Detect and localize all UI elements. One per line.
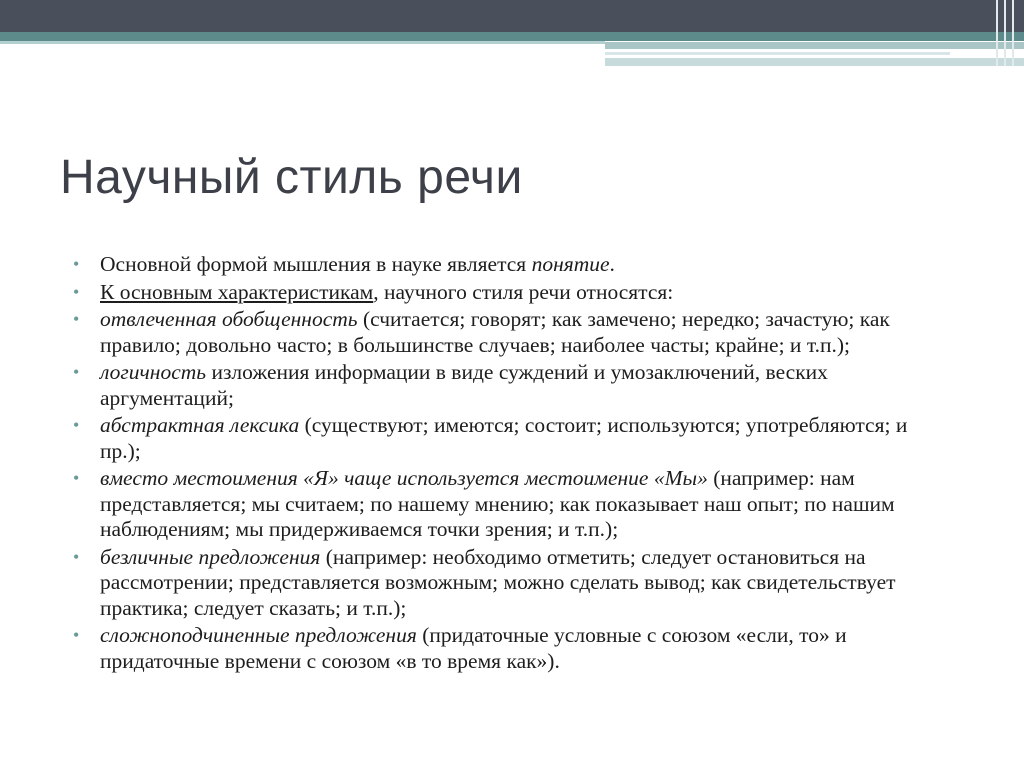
bullet-text: Основной формой мышления в науке является [100,252,532,276]
bullet-term: сложноподчиненные предложения [100,623,417,647]
header-vertical-line [1004,0,1006,66]
slide-title: Научный стиль речи [60,151,523,204]
header-stripe [605,52,950,55]
bullet-text: (существуют; имеются; состоит; используются; употребляются; и пр.); [100,413,908,463]
bullet-item [73,623,953,674]
bullet-text: . [609,252,615,276]
bullet-term: понятие [531,252,610,276]
bullet-item [73,413,953,464]
bullet-text: (например: нам представляется; мы считаем; по нашему мнению; как показывает наш опыт; по нашим наблюдениям; мы придерживаемся точки зрения; и т.п.); [100,466,895,541]
bullet-item [73,280,953,306]
bullet-term: безличные предложения [100,544,321,569]
header-stripe-light [0,41,605,44]
header-band-teal [0,32,1024,41]
bullet-item [73,466,953,543]
header-stripe [605,58,1024,66]
header-stripe [605,42,1024,49]
bullet-term: вместо местоимения «Я» чаще используется местоимение «Мы» [100,466,708,490]
header-vertical-line [996,0,998,66]
bullet-text: , научного стиля речи относятся: [373,279,674,304]
header-band-dark [0,0,1024,32]
header-vertical-line [1012,0,1014,66]
bullet-underlined-text: К основным характеристикам [100,279,374,304]
bullet-term: отвлеченная обобщенность [100,307,358,331]
bullet-item [73,545,953,622]
bullet-list [73,252,953,676]
bullet-item [73,252,953,278]
bullet-term: логичность [100,360,207,384]
bullet-text: (считается; говорят; как замечено; нередко; зачастую; как правило; довольно часто; в большинстве случаев; наиболее часты; крайне; и т.п.); [100,307,890,357]
bullet-item [73,307,953,358]
bullet-text: (например: необходимо отметить; следует остановиться на рассмотрении; представляется возможным; можно сделать вывод; как свидетельствует практика; следует сказать; и т.п.); [100,544,896,620]
bullet-text: (придаточные условные с союзом «если, то» и придаточные времени с союзом «в то время как»). [100,623,847,673]
bullet-item [73,360,953,411]
bullet-text: изложения информации в виде суждений и умозаключений, веских аргументаций; [100,360,828,410]
bullet-term: абстрактная лексика [100,413,300,437]
